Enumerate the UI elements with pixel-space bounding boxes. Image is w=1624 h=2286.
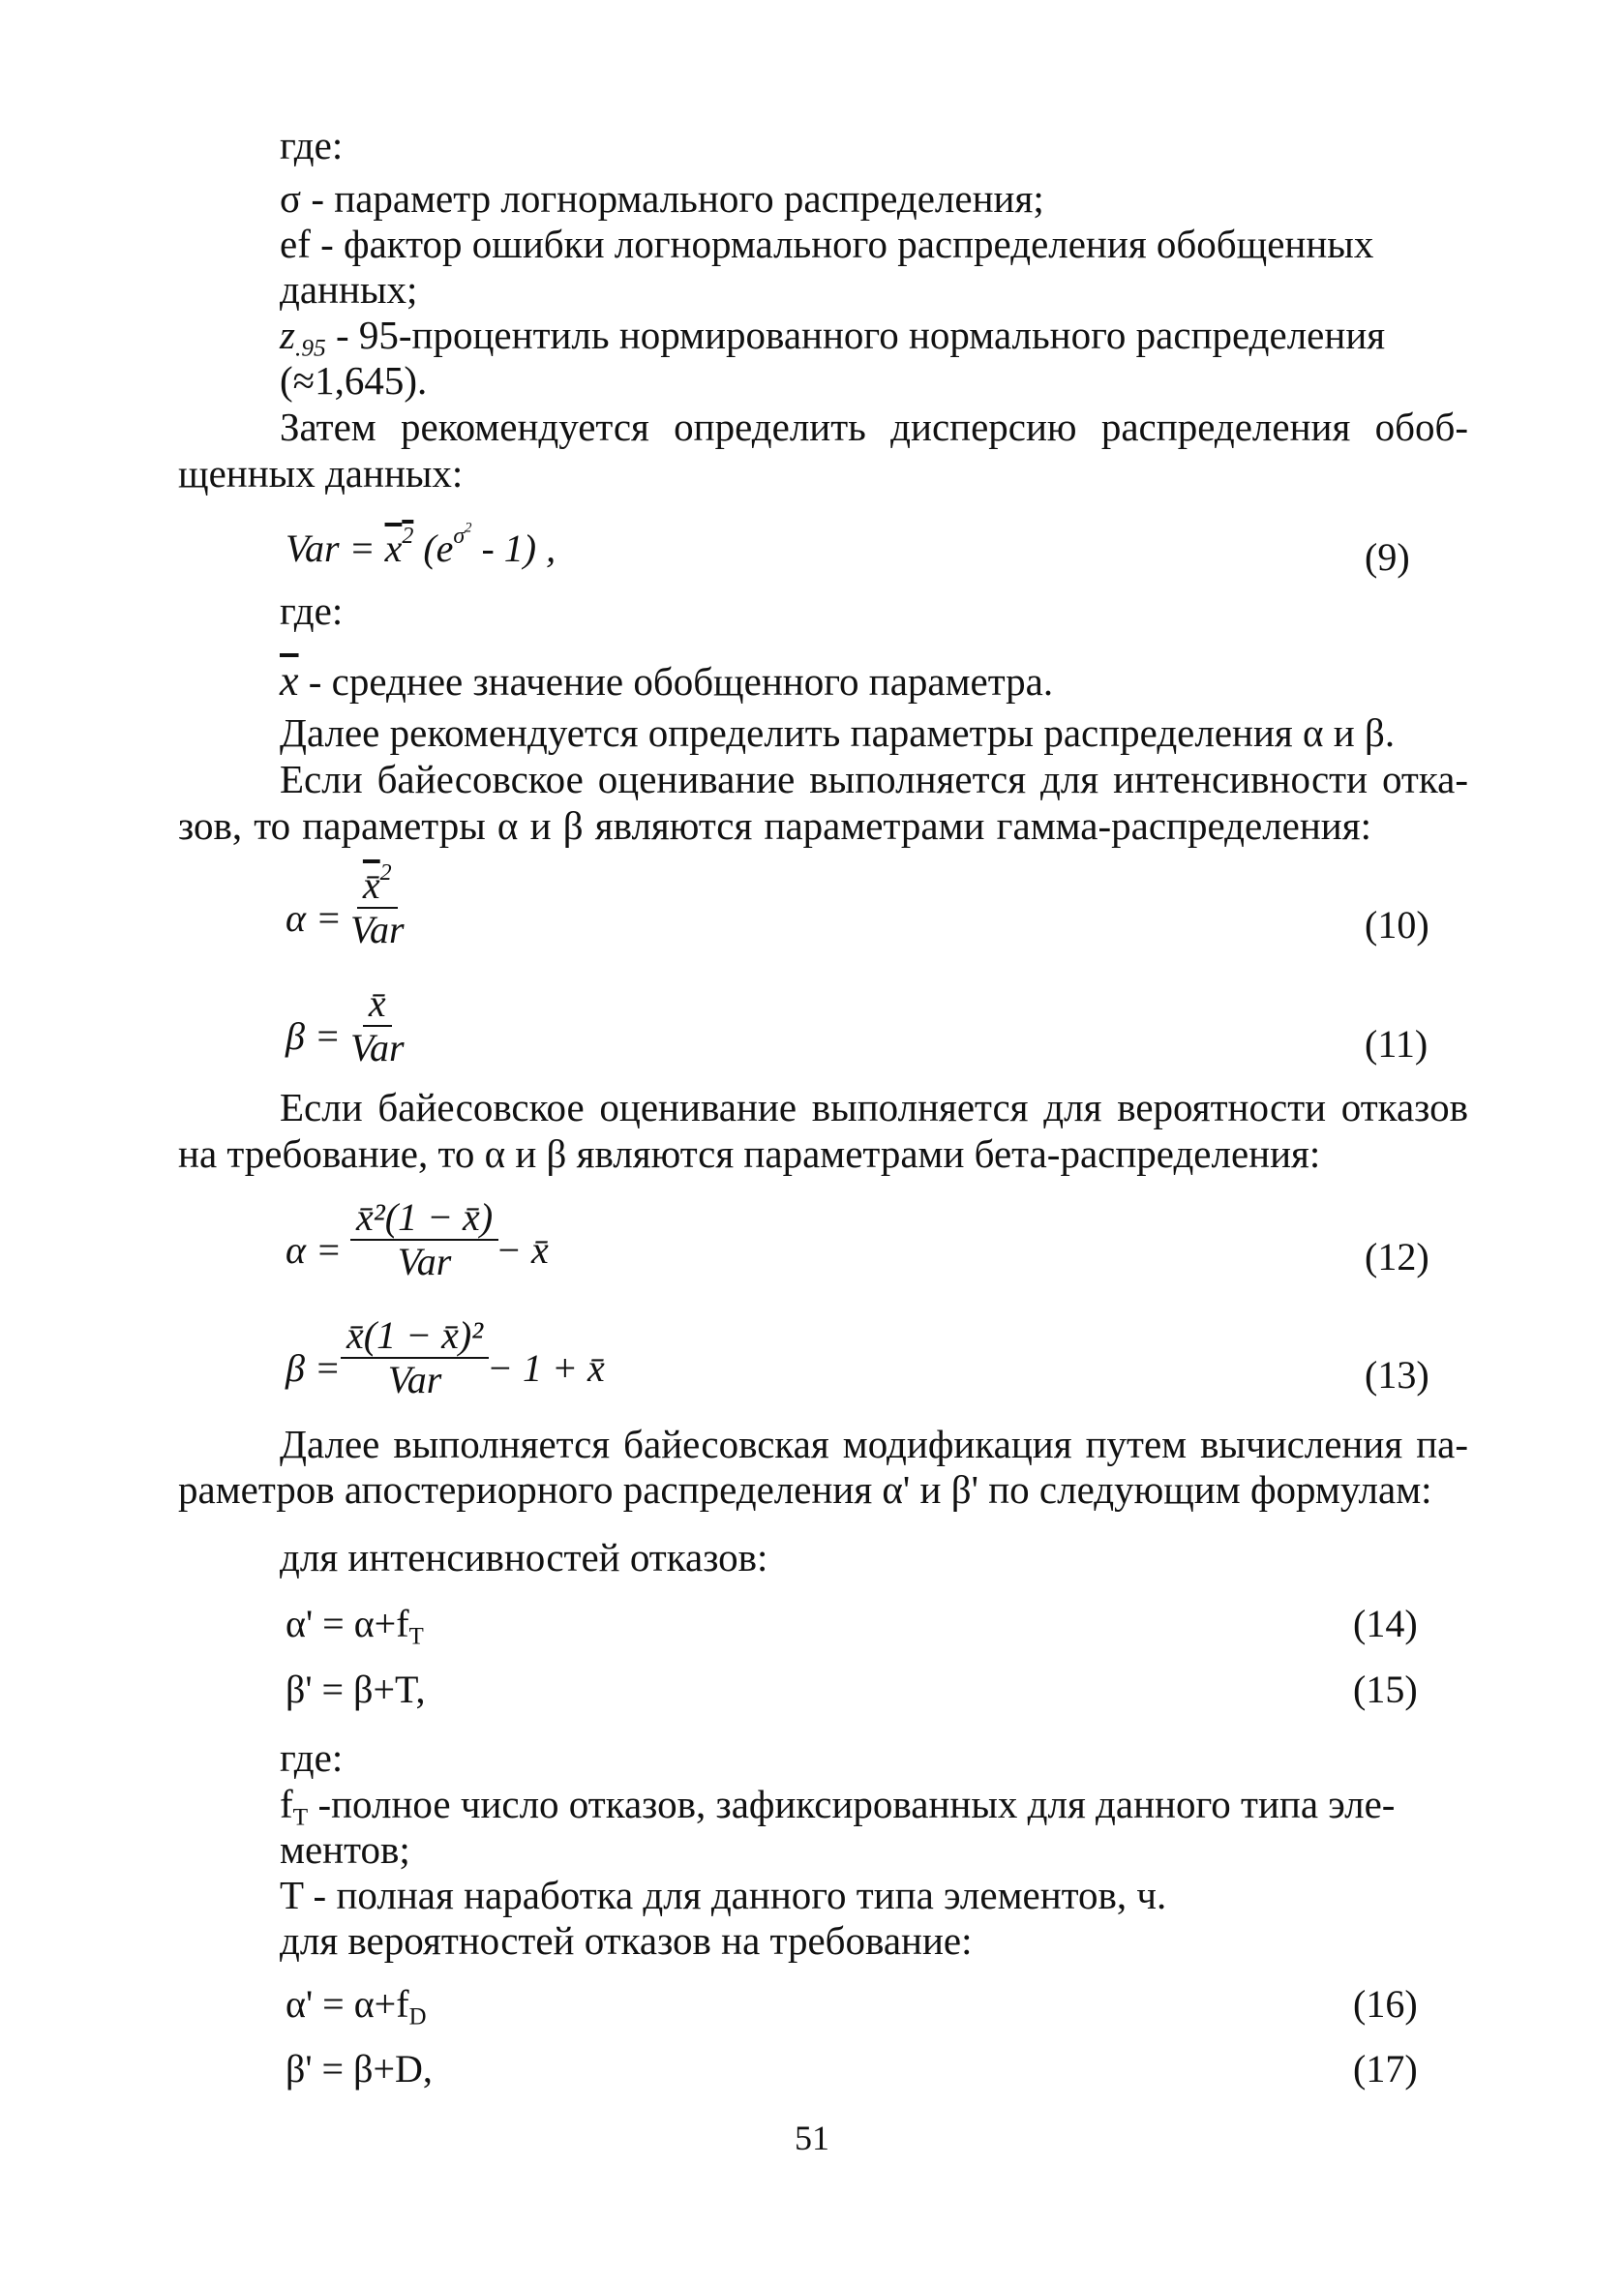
formula-10-lhs: α = (286, 896, 342, 940)
f-subscript: T (292, 1803, 309, 1831)
text-line: ef - фактор ошибки логнормального распределения обобщенных (280, 222, 1374, 266)
equation-number: (9) (1365, 535, 1410, 579)
equation-number: (14) (1353, 1602, 1418, 1645)
text-line: где: (280, 123, 344, 167)
formula-lhs: Var = (286, 526, 385, 570)
text-line (280, 1781, 1396, 1831)
text-line-part: -полное число отказов, зафиксированных для данного типа эле- (308, 1782, 1396, 1826)
formula-9: Var = $x^2$ $(e^{\sigma^2} - 1)$ , (286, 520, 556, 570)
text-line: на требование, то α и β являются параметрами бета-распределения: (178, 1131, 1321, 1176)
text-line (280, 658, 1053, 705)
text-line: T - полная наработка для данного типа элементов, ч. (280, 1873, 1167, 1917)
z-subscript: .95 (294, 334, 326, 362)
f-symbol: f (280, 1782, 293, 1826)
text-line: щенных данных: (178, 451, 464, 496)
equation-number: (17) (1353, 2047, 1418, 2090)
paragraph-line: Если байесовское оценивание выполняется для вероятности отказов (280, 1085, 1468, 1129)
formula-16: $\alpha' = \alpha+f_D$ (286, 1982, 427, 2030)
equation-number: (15) (1353, 1668, 1418, 1711)
text-line: ментов; (280, 1827, 410, 1872)
x-bar-symbol: $\overline{x}$ (280, 657, 299, 705)
formula-15: β' = β+T, (286, 1668, 426, 1711)
equation-number: (16) (1353, 1982, 1418, 2026)
paragraph-line: Далее выполняется байесовская модификация путем вычисления па- (280, 1422, 1468, 1466)
paragraph-line: Затем рекомендуется определить дисперсию распределения обоб- (280, 405, 1468, 449)
formula-part: (e (413, 526, 454, 570)
formula-10-fraction: x̄$^2$ Var (350, 859, 405, 951)
equation-number: (12) (1365, 1235, 1429, 1278)
equation-number: (11) (1365, 1022, 1429, 1066)
formula-12-fraction: x̄²(1 − x̄) Var (350, 1196, 498, 1283)
formula-13-tail: − 1 + x̄ (487, 1346, 605, 1390)
formula-part: - 1) , (471, 526, 556, 570)
text-line: где: (280, 1735, 344, 1780)
paragraph-line: Если байесовское оценивание выполняется для интенсивности отка- (280, 757, 1468, 801)
formula-12-lhs: α = (286, 1228, 342, 1272)
page-number: 51 (795, 2119, 829, 2157)
formula-11-lhs: β = (286, 1014, 341, 1058)
formula-13-lhs: β = (286, 1346, 341, 1390)
formula-13-fraction: x̄(1 − x̄)² Var (341, 1314, 489, 1401)
text-line: (≈1,645). (280, 358, 428, 403)
text-line: данных; (280, 267, 418, 312)
x-bar-symbol: $x^2$ (384, 523, 414, 570)
text-line: для вероятностей отказов на требование: (280, 1918, 973, 1963)
text-line-part: - среднее значение обобщенного параметра. (298, 659, 1054, 704)
text-line (280, 312, 1386, 362)
text-line: для интенсивностей отказов: (280, 1535, 768, 1579)
text-line: где: (280, 588, 344, 633)
text-line: σ - параметр логнормального распределения; (280, 176, 1044, 221)
equation-number: (13) (1365, 1353, 1429, 1397)
text-line: раметров апостериорного распределения α' и β' по следующим формулам: (178, 1467, 1432, 1512)
text-line-part: - 95-процентиль нормированного нормального распределения (325, 313, 1386, 357)
formula-11-fraction: x̄ Var (350, 981, 405, 1069)
text-line: Далее рекомендуется определить параметры распределения α и β. (280, 710, 1396, 755)
formula-14: $\alpha' = \alpha+f_T$ (286, 1602, 424, 1650)
z-symbol: z (280, 313, 295, 357)
equation-number: (10) (1365, 903, 1429, 947)
paragraph-line: зов, то параметры α и β являются параметрами гамма-распределения: (178, 803, 1371, 848)
formula-17: β' = β+D, (286, 2047, 433, 2090)
formula-12-tail: − x̄ (496, 1228, 549, 1272)
